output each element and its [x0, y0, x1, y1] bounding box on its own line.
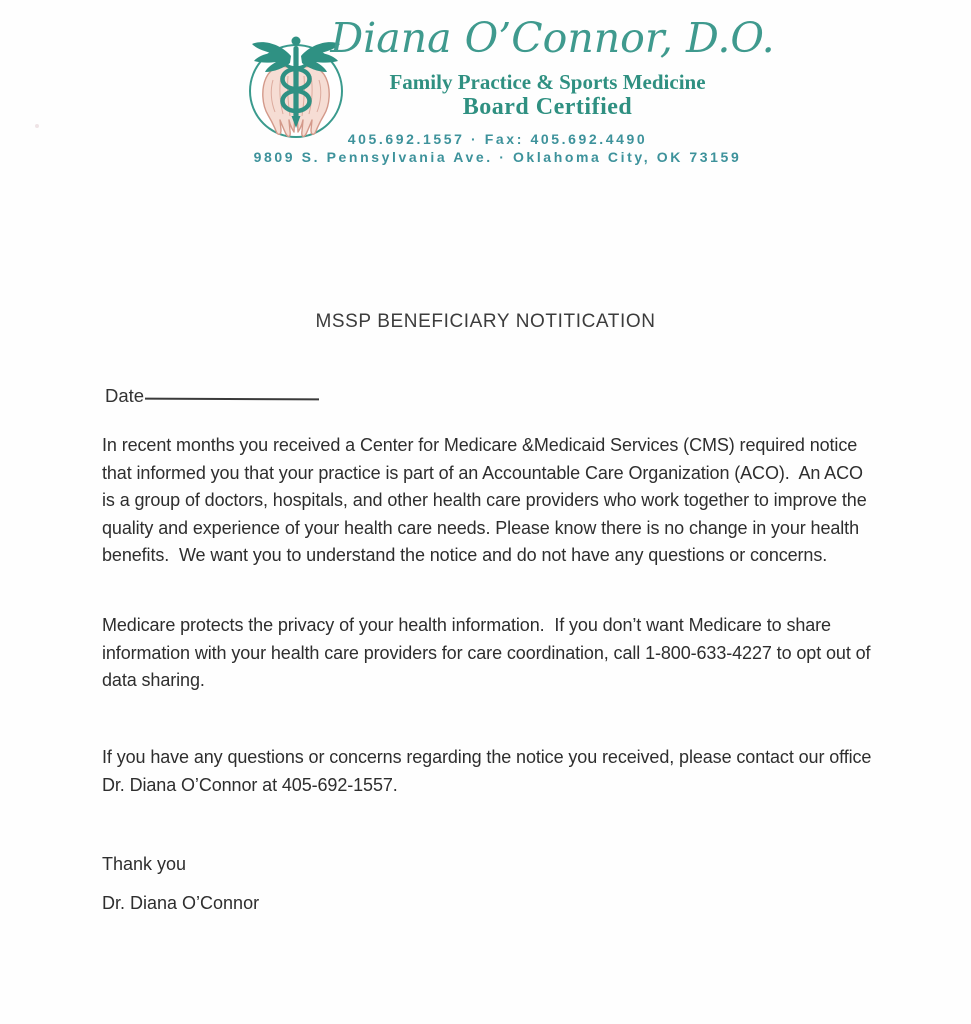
- letter-title: MSSP BENEFICIARY NOTITICATION: [315, 311, 656, 332]
- scan-speck: [35, 124, 39, 128]
- practice-subtitle: Family Practice & Sports Medicine: [389, 70, 706, 94]
- letter-paragraph: Medicare protects the privacy of your health information. If you don’t want Medicare to share information with your health care providers for care coordination, call 1-800-633-4227 to opt out of data sharing.: [102, 615, 876, 691]
- letter-paragraph: In recent months you received a Center for Medicare &Medicaid Services (CMS) required notice that informed you that your practice is part of an Accountable Care Organization (ACO). An ACO is a group of doctors, hospitals, and other health care providers who work together to improve the quality and experience of your health care needs. Please know there is no change in your health benefits. We want you to understand the notice and do not have any questions or concerns.: [102, 435, 872, 566]
- date-row: [105, 385, 319, 407]
- practice-name: Diana O’Connor, D.O.: [330, 14, 775, 62]
- board-certified-label: Board Certified: [462, 94, 633, 120]
- letter-paragraph: If you have any questions or concerns regarding the notice you received, please contact our office Dr. Diana O’Connor at 405-692-1557.: [102, 747, 877, 795]
- date-blank-line: [145, 396, 319, 401]
- signature-line: Dr. Diana O’Connor: [102, 893, 260, 913]
- closing-line: Thank you: [102, 854, 187, 874]
- date-label: Date: [105, 385, 145, 406]
- phone-fax-line: 405.692.1557 · Fax: 405.692.4490: [347, 131, 648, 147]
- address-line: 9809 S. Pennsylvania Ave. · Oklahoma City, OK 73159: [253, 149, 742, 165]
